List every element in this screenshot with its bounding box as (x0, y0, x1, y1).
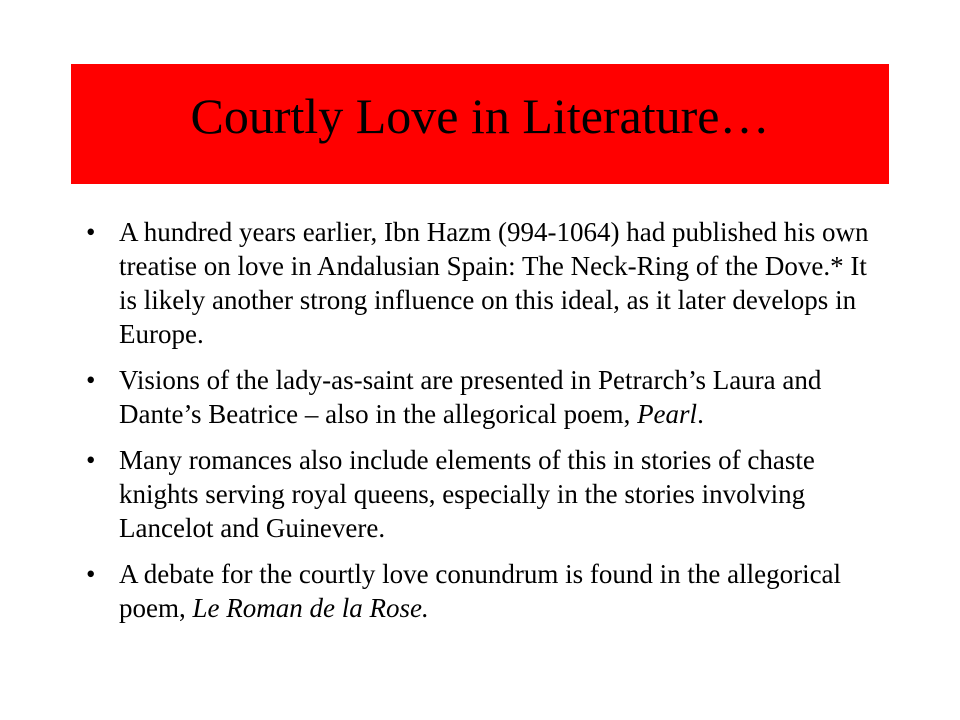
bullet-text-part: A hundred years earlier, Ibn Hazm (994-1064) had published his own treatise on love in Andalusian Spain: The Neck-Ring of the Dove.* It is likely another strong influence on this ideal, as it later develops in Europe. (119, 217, 869, 349)
bullet-text-part: Many romances also include elements of this in stories of chaste knights serving royal queens, especially in the stories involving Lancelot and Guinevere. (119, 445, 815, 543)
bullet-item (86, 443, 876, 545)
title-bar (71, 64, 889, 184)
bullet-text-italic: Pearl (637, 399, 698, 429)
bullet-text-part: Visions of the lady-as-saint are presented in Petrarch’s Laura and Dante’s Beatrice – also in the allegorical poem, (119, 365, 822, 429)
bullet-text (119, 215, 876, 351)
bullet-text (119, 363, 876, 431)
bullet-text-italic: Le Roman de la Rose. (192, 593, 429, 623)
bullet-icon: • (86, 445, 96, 475)
bullet-text-part: A debate for the courtly love conundrum is found in the allegorical poem, (119, 559, 842, 623)
bullet-icon: • (86, 559, 96, 589)
bullet-item (86, 363, 876, 431)
bullet-item (86, 557, 876, 625)
bullet-icon: • (86, 365, 96, 395)
bullet-text (119, 557, 876, 625)
bullet-text (119, 443, 876, 545)
bullet-icon: • (86, 217, 96, 247)
bullet-text-part: . (697, 399, 704, 429)
bullet-list (86, 215, 876, 637)
slide-title: Courtly Love in Literature… (190, 88, 770, 144)
bullet-item (86, 215, 876, 351)
